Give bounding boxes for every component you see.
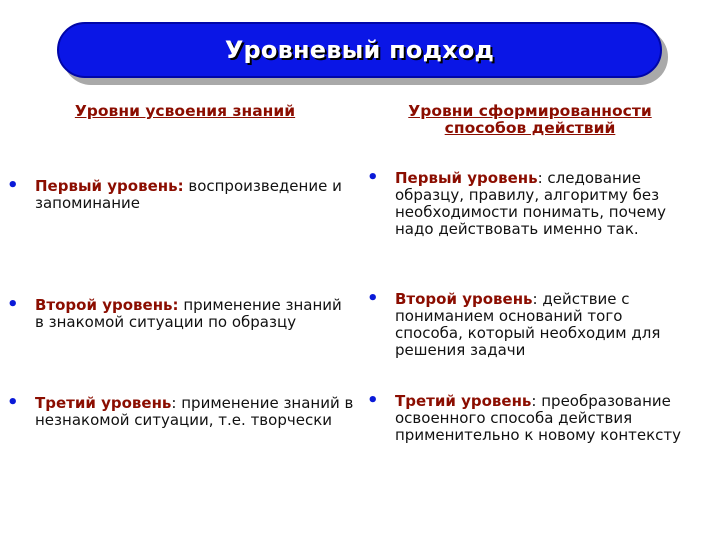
left-column-header: Уровни усвоения знаний — [74, 102, 296, 120]
page-title: Уровневый подход — [224, 36, 495, 64]
bullet-icon: • — [367, 167, 379, 188]
right-item-2-text: : действие с пониманием оснований того способа, который необходим для решения задачи — [395, 290, 661, 359]
right-item-3-text: : преобразование освоенного способа действия применительно к новому контексту — [395, 392, 682, 444]
right-item-2 — [367, 288, 685, 359]
bullet-icon: • — [7, 175, 19, 196]
bullet-icon: • — [367, 288, 379, 309]
bullet-icon: • — [7, 392, 19, 413]
left-item-2 — [7, 294, 355, 331]
left-item-3-text: : применение знаний в незнакомой ситуации, т.е. творчески — [35, 394, 354, 429]
bullet-icon: • — [7, 294, 19, 315]
left-item-1 — [7, 175, 365, 212]
left-item-3-label: Третий уровень — [35, 394, 172, 412]
left-item-1-label: Первый уровень: — [35, 177, 184, 195]
left-item-2-label: Второй уровень: — [35, 296, 179, 314]
left-item-2-text: применение знаний в знакомой ситуации по образцу — [35, 296, 342, 331]
right-item-3-label: Третий уровень — [395, 392, 532, 410]
right-item-1-label: Первый уровень — [395, 169, 538, 187]
bullet-icon: • — [367, 390, 379, 411]
right-item-2-label: Второй уровень — [395, 290, 533, 308]
right-item-3 — [367, 390, 685, 444]
right-column-header: Уровни сформированности способов действий — [408, 102, 652, 137]
title-banner — [57, 22, 662, 78]
left-item-1-text: воспроизведение и запоминание — [35, 177, 342, 212]
left-item-3 — [7, 392, 375, 429]
right-item-1-text: : следование образцу, правилу, алгоритму без необходимости понимать, почему надо действовать именно так. — [395, 169, 667, 238]
right-item-1 — [367, 167, 690, 238]
